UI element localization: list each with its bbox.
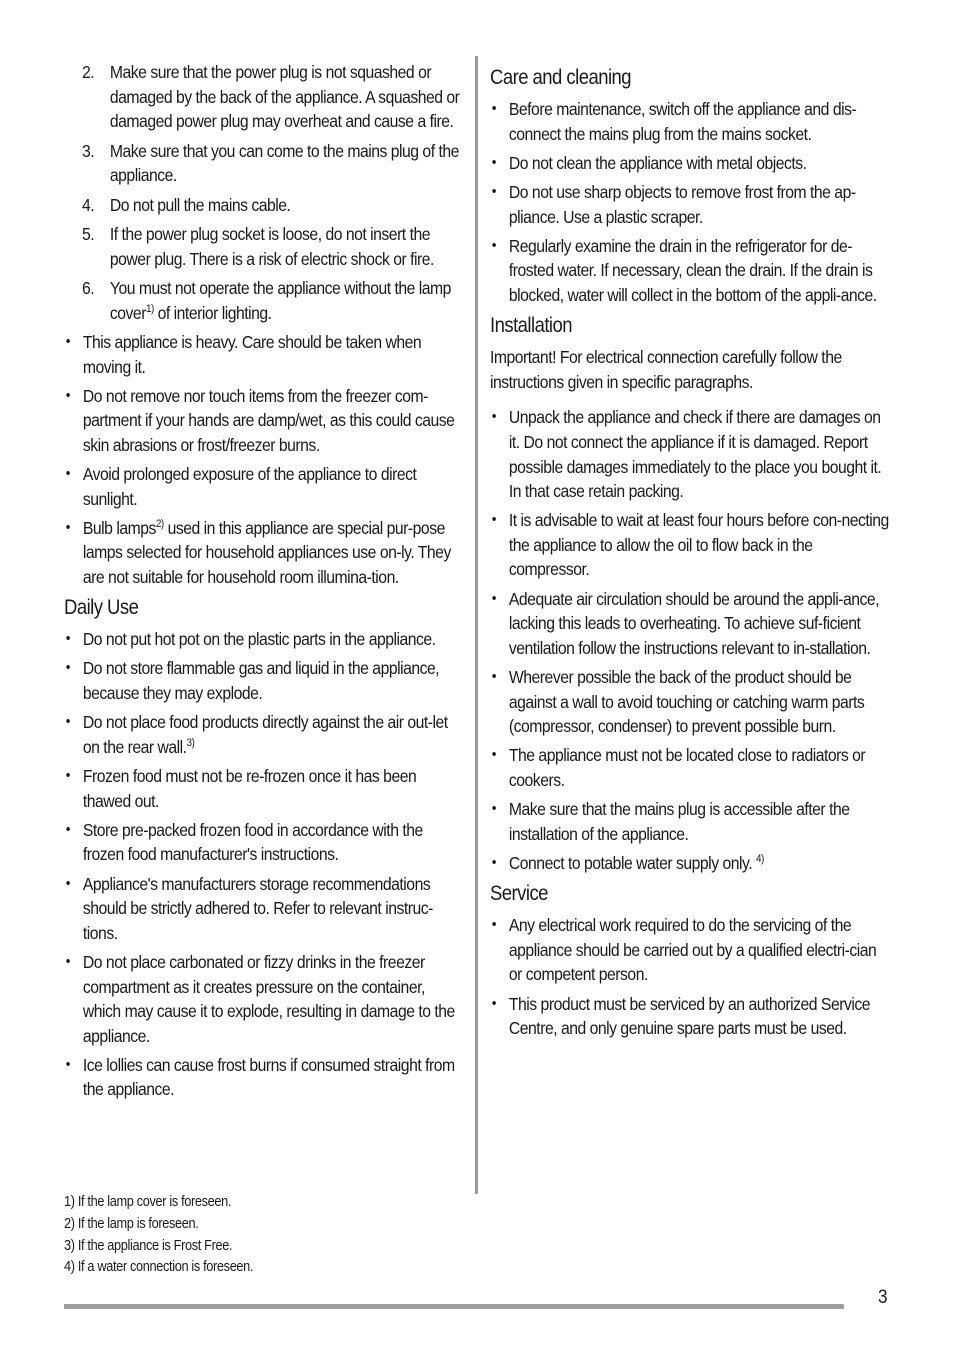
bullet-icon: • bbox=[65, 332, 71, 350]
section-heading-installation: Installation bbox=[490, 314, 573, 338]
list-item: • Do not use sharp objects to remove frost from the ap-pliance. Use a plastic scraper. bbox=[491, 181, 856, 227]
bullet-icon: • bbox=[491, 668, 497, 686]
list-item: 5. If the power plug socket is loose, do not insert the power plug. There is a risk of electric shock or fire. bbox=[82, 223, 434, 269]
section-heading-daily-use: Daily Use bbox=[64, 596, 139, 620]
bullet-icon: • bbox=[491, 182, 497, 200]
installation-intro: Important! For electrical connection carefully follow the instructions given in specific paragraphs. bbox=[490, 347, 842, 392]
footnote: 3) If the appliance is Frost Free. bbox=[64, 1237, 233, 1254]
list-item: • Bulb lamps$^{2)}$ used in this appliance are special pur-pose lamps selected for household appliances use on-ly. They are not suitable for household room illumina-tion. bbox=[65, 517, 451, 588]
bullet-icon: • bbox=[491, 916, 497, 934]
list-item: • Make sure that the mains plug is accessible after the installation of the appliance. bbox=[491, 799, 850, 844]
list-item: • It is advisable to wait at least four hours before con-necting the appliance to allow the oil to flow back in the compressor. bbox=[491, 510, 889, 580]
bullet-icon: • bbox=[491, 408, 497, 426]
list-item: • Do not put hot pot on the plastic parts in the appliance. bbox=[64, 627, 466, 652]
care-list bbox=[490, 97, 890, 308]
list-item: • Store pre-packed frozen food in accordance with the frozen food manufacturer's instructions. bbox=[65, 819, 423, 865]
care-text bbox=[490, 97, 890, 308]
service-text bbox=[490, 913, 890, 1041]
list-item: 4. Do not pull the mains cable. bbox=[82, 194, 291, 215]
bullet-icon: • bbox=[65, 1055, 71, 1073]
footnote-ref: 2) bbox=[155, 518, 164, 531]
list-item: • Do not remove nor touch items from the freezer com-partment if your hands are damp/wet, as this could cause skin abrasions or frost/freezer burns. bbox=[65, 385, 455, 455]
bullet-icon: • bbox=[491, 800, 497, 818]
list-item: • Wherever possible the back of the product should be against a wall to avoid touching or catching warm parts (compressor, condenser) to prevent possible burn. bbox=[491, 667, 865, 737]
list-item: • Do not place food products directly against the air out-let on the rear wall.$^{3)}$ bbox=[65, 712, 448, 757]
service-list bbox=[490, 913, 890, 1041]
section-heading-care: Care and cleaning bbox=[490, 66, 632, 89]
right-column bbox=[490, 60, 890, 1045]
bullet-icon: • bbox=[491, 994, 497, 1012]
bullet-icon: • bbox=[65, 766, 71, 784]
footnote: 2) If the lamp is foreseen. bbox=[64, 1215, 199, 1232]
bullet-icon: • bbox=[65, 518, 71, 536]
list-item: • Ice lollies can cause frost burns if consumed straight from the appliance. bbox=[65, 1054, 455, 1100]
list-item: • Any electrical work required to do the servicing of the appliance should be carried out by a qualified electri-cian or competent person. bbox=[491, 915, 877, 985]
bullet-icon: • bbox=[65, 952, 71, 970]
bullet-icon: • bbox=[491, 511, 497, 529]
bullet-icon: • bbox=[65, 630, 71, 648]
footnotes bbox=[64, 1192, 484, 1279]
installation-text bbox=[490, 345, 890, 875]
bullet-icon: • bbox=[491, 746, 497, 764]
bullet-icon: • bbox=[65, 820, 71, 838]
list-item: • Adequate air circulation should be around the appli-ance, lacking this leads to overheating. To achieve suf-ficient ventilation follow the instructions relevant to in-stallation. bbox=[491, 588, 880, 658]
list-item: • The appliance must not be located close to radiators or cookers. bbox=[491, 745, 866, 790]
bullet-icon: • bbox=[491, 100, 497, 117]
list-item: • Before maintenance, switch off the appliance and dis-connect the mains plug from the mains socket. bbox=[491, 99, 857, 144]
column-divider bbox=[475, 56, 478, 1194]
list-item: • Avoid prolonged exposure of the appliance to direct sunlight. bbox=[65, 464, 417, 509]
list-item: 6. You must not operate the appliance without the lamp cover$^{1)}$ of interior lighting. bbox=[82, 277, 451, 323]
list-item: • This product must be serviced by an authorized Service Centre, and only genuine spare parts must be used. bbox=[491, 993, 870, 1039]
section-heading-service: Service bbox=[490, 882, 548, 906]
installation-list bbox=[490, 405, 890, 875]
list-item: • Connect to potable water supply only. $^{4)}$ bbox=[490, 851, 890, 876]
list-item: • Do not store flammable gas and liquid in the appliance, because they may explode. bbox=[65, 658, 440, 704]
bullet-icon: • bbox=[491, 853, 497, 871]
list-item: • This appliance is heavy. Care should be taken when moving it. bbox=[65, 331, 422, 377]
list-item: • Frozen food must not be re-frozen once it has been thawed out. bbox=[65, 765, 417, 811]
bullet-icon: • bbox=[65, 713, 71, 731]
footnote: 4) If a water connection is foreseen. bbox=[64, 1259, 254, 1276]
footnote-ref: 4) bbox=[755, 853, 764, 866]
daily-use-text bbox=[64, 627, 466, 1102]
page-number: 3 bbox=[878, 1287, 888, 1308]
left-column bbox=[64, 60, 466, 1107]
bullet-icon: • bbox=[65, 659, 71, 677]
footnote-ref: 1) bbox=[145, 302, 154, 315]
numbered-list bbox=[64, 60, 466, 325]
left-column-text bbox=[64, 60, 466, 590]
list-item: • Do not clean the appliance with metal objects. bbox=[490, 151, 890, 176]
list-item: 3. Make sure that you can come to the mains plug of the appliance. bbox=[82, 140, 459, 186]
bullet-icon: • bbox=[491, 153, 497, 171]
important-label: Important! bbox=[490, 347, 556, 368]
daily-use-list bbox=[64, 627, 466, 1102]
list-item: • Do not place carbonated or fizzy drinks in the freezer compartment as it creates pressure on the container, which may cause it to explode, resulting in damage to the appliance. bbox=[65, 951, 455, 1046]
list-item: • Regularly examine the drain in the refrigerator for de-frosted water. If necessary, clean the drain. If the drain is blocked, water will collect in the bottom of the appli-ance. bbox=[491, 235, 877, 305]
footnote-ref: 3) bbox=[186, 736, 195, 749]
list-item: 2. Make sure that the power plug is not squashed or damaged by the back of the appliance. A squashed or damaged power plug may overheat and cause a fire. bbox=[82, 62, 460, 132]
list-item: • Appliance's manufacturers storage recommendations should be strictly adhered to. Refer to relevant instruc-tions. bbox=[65, 873, 433, 943]
safety-bullets bbox=[64, 330, 466, 590]
footnote: 1) If the lamp cover is foreseen. bbox=[64, 1194, 232, 1210]
bullet-icon: • bbox=[65, 874, 71, 892]
bullet-icon: • bbox=[65, 386, 71, 404]
bullet-icon: • bbox=[65, 465, 71, 483]
list-item: • Unpack the appliance and check if there are damages on it. Do not connect the appliance if it is damaged. Report possible damages immediately to the place you bought it. In that case retain packing. bbox=[491, 407, 882, 502]
bullet-icon: • bbox=[491, 589, 497, 607]
footer-rule bbox=[64, 1304, 844, 1309]
bullet-icon: • bbox=[491, 236, 497, 254]
